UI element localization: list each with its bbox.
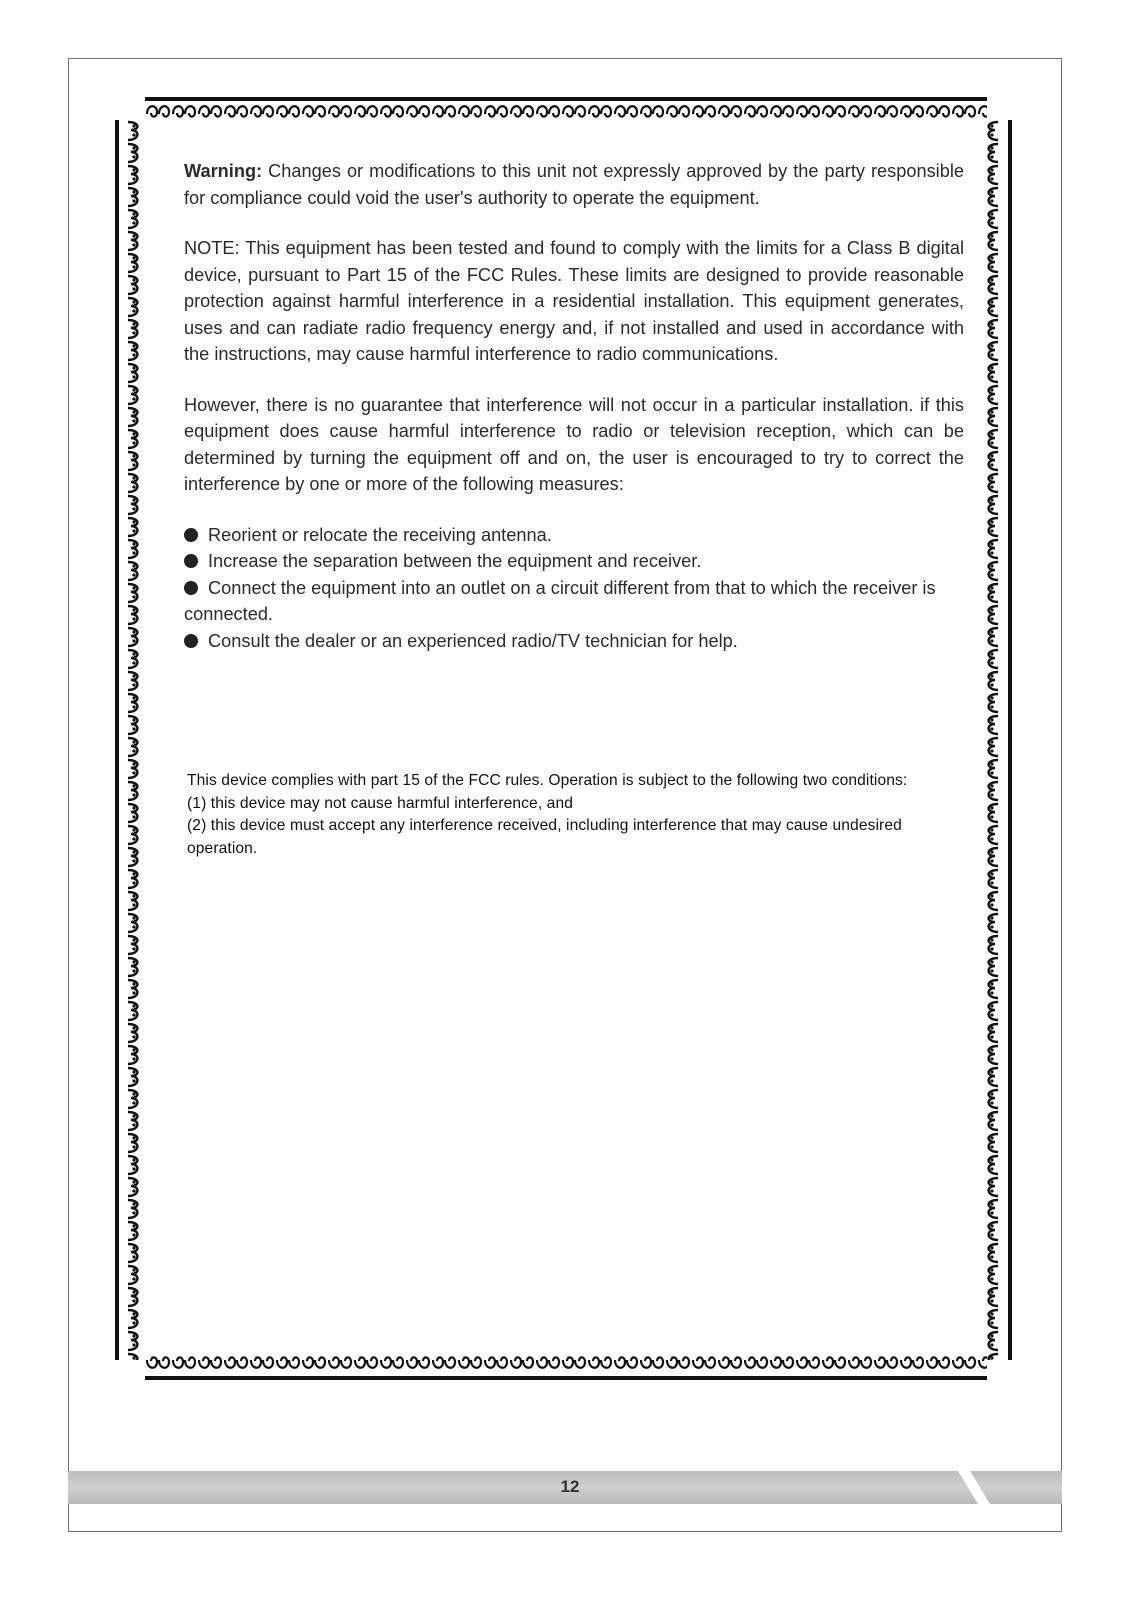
list-item: Connect the equipment into an outlet on a circuit different from that to which the receiver is connected.: [184, 577, 936, 624]
page-number: 12: [560, 1477, 580, 1496]
ornamental-border-left: [114, 120, 150, 1360]
bullet-icon: [184, 554, 198, 568]
ornamental-border-right: [978, 120, 1014, 1360]
note-paragraph: NOTE: This equipment has been tested and found to comply with the limits for a Class B digital device, pursuant to Part 15 of the FCC Rules. These limits are designed to provide reasonable protection against harmful interference in a residential installation. This equipment generates, uses and can radiate radio frequency energy and, if not installed and used in accordance with the instructions, may cause harmful interference to radio communications.: [184, 238, 964, 364]
compliance-intro: This device complies with part 15 of the FCC rules. Operation is subject to the following two conditions:: [187, 772, 908, 789]
footer-notch: [958, 1471, 998, 1504]
compliance-condition-1: (1) this device may not cause harmful interference, and: [187, 794, 574, 812]
measures-list: [184, 522, 964, 655]
ornamental-border-top: [145, 96, 987, 124]
list-item: Reorient or relocate the receiving antenna.: [184, 522, 964, 549]
warning-text: Changes or modifications to this unit not expressly approved by the party responsible for compliance could void the user's authority to operate the equipment.: [184, 161, 964, 208]
compliance-statement: [187, 770, 963, 860]
bullet-icon: [184, 634, 198, 648]
warning-paragraph: [184, 158, 964, 211]
compliance-condition-2: (2) this device must accept any interference received, including interference that may cause undesired operation.: [187, 817, 902, 857]
bullet-icon: [184, 581, 198, 595]
list-item: Increase the separation between the equipment and receiver.: [184, 548, 964, 575]
ornamental-border-bottom: [145, 1352, 987, 1382]
warning-label: Warning:: [184, 161, 263, 181]
fcc-statement: [184, 158, 964, 654]
bullet-icon: [184, 528, 198, 542]
however-paragraph: However, there is no guarantee that interference will not occur in a particular installation. if this equipment does cause harmful interference to radio or television reception, which can be determined by turning the equipment off and on, the user is encouraged to try to correct the interference by one or more of the following measures:: [184, 394, 964, 494]
list-item: Consult the dealer or an experienced radio/TV technician for help.: [184, 628, 964, 655]
